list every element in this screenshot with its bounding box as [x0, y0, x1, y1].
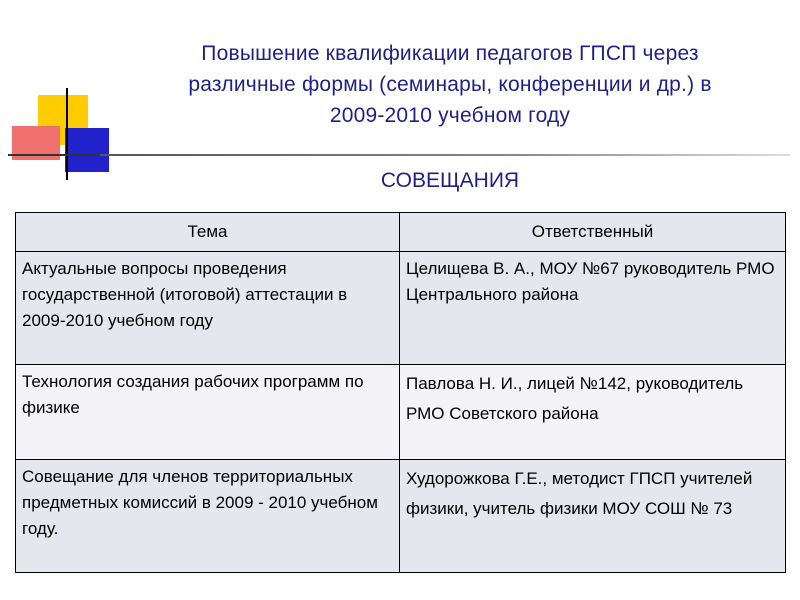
- title-line-2: различные формы (семинары, конференции и др.) в: [188, 73, 712, 96]
- logo-vertical-line: [66, 88, 68, 180]
- column-header-topic: Тема: [16, 213, 400, 252]
- decorative-logo: [0, 0, 120, 185]
- page-title: [110, 38, 790, 131]
- responsible-cell: Павлова Н. И., лицей №142, руководитель РМО Советского района: [400, 365, 786, 460]
- section-heading: СОВЕЩАНИЯ: [380, 169, 520, 192]
- title-line-1: Повышение квалификации педагогов ГПСП через: [201, 42, 699, 65]
- table-row: [16, 460, 786, 573]
- table-header-row: [16, 213, 786, 252]
- column-header-responsible: Ответственный: [400, 213, 786, 252]
- title-rule: [100, 154, 790, 156]
- responsible-cell: Худорожкова Г.Е., методист ГПСП учителей физики, учитель физики МОУ СОШ № 73: [400, 460, 786, 573]
- logo-blue-square: [65, 128, 109, 172]
- title-line-3: 2009-2010 учебном году: [329, 104, 571, 127]
- topic-cell: Совещание для членов территориальных предметных комиссий в 2009 - 2010 учебном году.: [16, 460, 400, 573]
- responsible-cell: Целищева В. А., МОУ №67 руководитель РМО Центрального района: [400, 252, 786, 365]
- table-row: [16, 365, 786, 460]
- topic-cell: Технология создания рабочих программ по физике: [16, 365, 400, 460]
- meetings-table: [15, 212, 786, 573]
- topic-cell: Актуальные вопросы проведения государственной (итоговой) аттестации в 2009-2010 учебном году: [16, 252, 400, 365]
- table-row: [16, 252, 786, 365]
